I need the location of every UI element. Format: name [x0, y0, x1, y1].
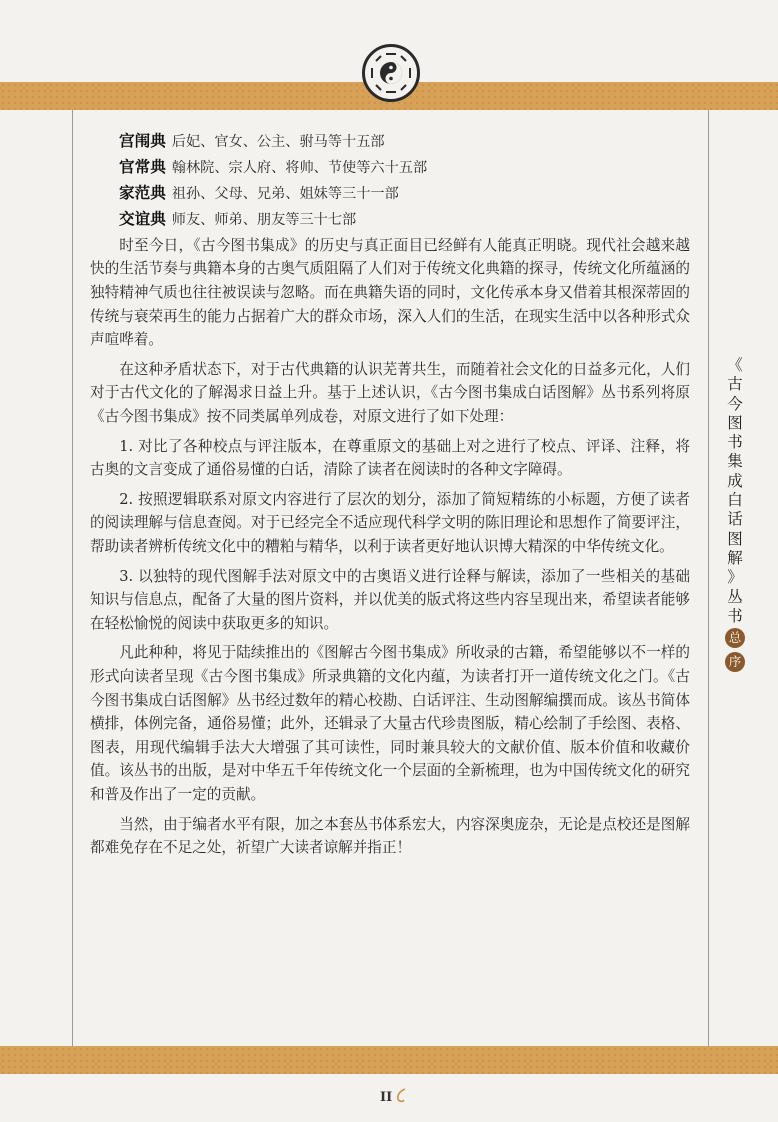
side-title-char: 书	[727, 433, 743, 452]
side-title-char: 今	[727, 394, 743, 413]
side-title-char: 》	[727, 568, 743, 587]
entry-term: 交谊典	[119, 210, 166, 229]
entry-desc: 师友、师弟、朋友等三十七部	[171, 212, 357, 229]
side-title-char: 成	[727, 471, 743, 490]
entry-list-item	[90, 130, 690, 155]
entry-desc: 翰林院、宗人府、将帅、节使等六十五部	[171, 160, 428, 177]
entry-list-item	[90, 208, 690, 233]
side-title-char: 丛	[727, 587, 743, 606]
entry-list-item	[90, 182, 690, 207]
side-title-char: 白	[727, 491, 743, 510]
side-title-circled-char: 总	[725, 628, 745, 648]
swirl-ornament-icon	[394, 1088, 408, 1104]
body-paragraph: 时至今日，《古今图书集成》的历史与真正面目已经鲜有人能真正明晓。现代社会越来越快的生活节奏与典籍本身的古奥气质阻隔了人们对于传统文化典籍的探寻，传统文化所蕴涵的独特精神气质也往往被误读与忽略。而在典籍失语的同时，文化传承本身又借着其根深蒂固的传统与衰荣再生的能力占据着广大的群众市场，深入人们的生活，在现实生活中以各种形式众声喧哗着。	[90, 236, 690, 349]
side-title-char: 话	[727, 510, 743, 529]
entry-desc: 后妃、官女、公主、驸马等十五部	[171, 134, 385, 150]
side-title-char: 古	[727, 375, 743, 394]
page-number-text: II	[380, 1090, 393, 1105]
side-title-char: 图	[727, 413, 743, 432]
taiji-bagua-icon	[362, 44, 420, 102]
side-title-char: 集	[727, 452, 743, 471]
entry-desc: 祖孙、父母、兄弟、姐妹等三十一部	[171, 186, 399, 203]
body-paragraph: 3. 以独特的现代图解手法对原文中的古奥语义进行诠释与解读，添加了一些相关的基础知识与信息点，配备了大量的图片资料，并以优美的版式将这些内容呈现出来，希望读者能够在轻松愉悦的阅读中获取更多的知识。	[90, 567, 690, 632]
bottom-decorative-band	[0, 1046, 778, 1074]
side-title-char: 解	[727, 548, 743, 567]
entry-term: 官常典	[119, 158, 166, 177]
entry-list-item	[90, 156, 690, 181]
entry-term: 家范典	[119, 184, 166, 203]
entry-term: 宫闱典	[119, 132, 166, 150]
body-paragraph: 2. 按照逻辑联系对原文内容进行了层次的划分，添加了简短精练的小标题，方便了读者的阅读理解与信息查阅。对于已经完全不适应现代科学文明的陈旧理论和思想作了简要评注，帮助读者辨析传统文化中的糟粕与精华，以利于读者更好地认识博大精深的中华传统文化。	[90, 490, 690, 555]
side-title-char: 书	[727, 606, 743, 625]
body-paragraph: 凡此种种，将见于陆续推出的《图解古今图书集成》所收录的古籍，希望能够以不一样的形式向读者呈现《古今图书集成》所录典籍的文化内蕴，为读者打开一道传统文化之门。《古今图书集成白话图解》丛书经过数年的精心校勘、白话评注、生动图解编撰而成。该丛书简体横排，体例完备，通俗易懂；此外，还辑录了大量古代珍贵图版，精心绘制了手绘图、表格、图表，用现代编辑手法大大增强了其可读性，同时兼具较大的文献价值、版本价值和收藏价值。该丛书的出版，是对中华五千年传统文化一个层面的全新梳理，也为中国传统文化的研究和普及作出了一定的贡献。	[90, 644, 690, 803]
main-content	[90, 130, 690, 866]
body-paragraph: 在这种矛盾状态下，对于古代典籍的认识芜菁共生，而随着社会文化的日益多元化，人们对于古代文化的了解渴求日益上升。基于上述认识，《古今图书集成白话图解》丛书系列将原《古今图书集成》按不同类属单列成卷，对原文进行了如下处理：	[90, 360, 690, 426]
page-number	[380, 1090, 392, 1105]
side-running-title	[720, 356, 750, 674]
side-title-char: 《	[727, 356, 743, 374]
body-paragraph: 当然，由于编者水平有限，加之本套丛书体系宏大，内容深奥庞杂，无论是点校还是图解都难免存在不足之处，祈望广大读者谅解并指正！	[90, 815, 690, 857]
body-paragraph: 1. 对比了各种校点与评注版本，在尊重原文的基础上对之进行了校点、评译、注释，将古奥的文言变成了通俗易懂的白话，清除了读者在阅读时的各种文字障碍。	[90, 437, 690, 479]
side-title-char: 图	[727, 529, 743, 548]
side-title-circled-char: 序	[725, 652, 745, 672]
